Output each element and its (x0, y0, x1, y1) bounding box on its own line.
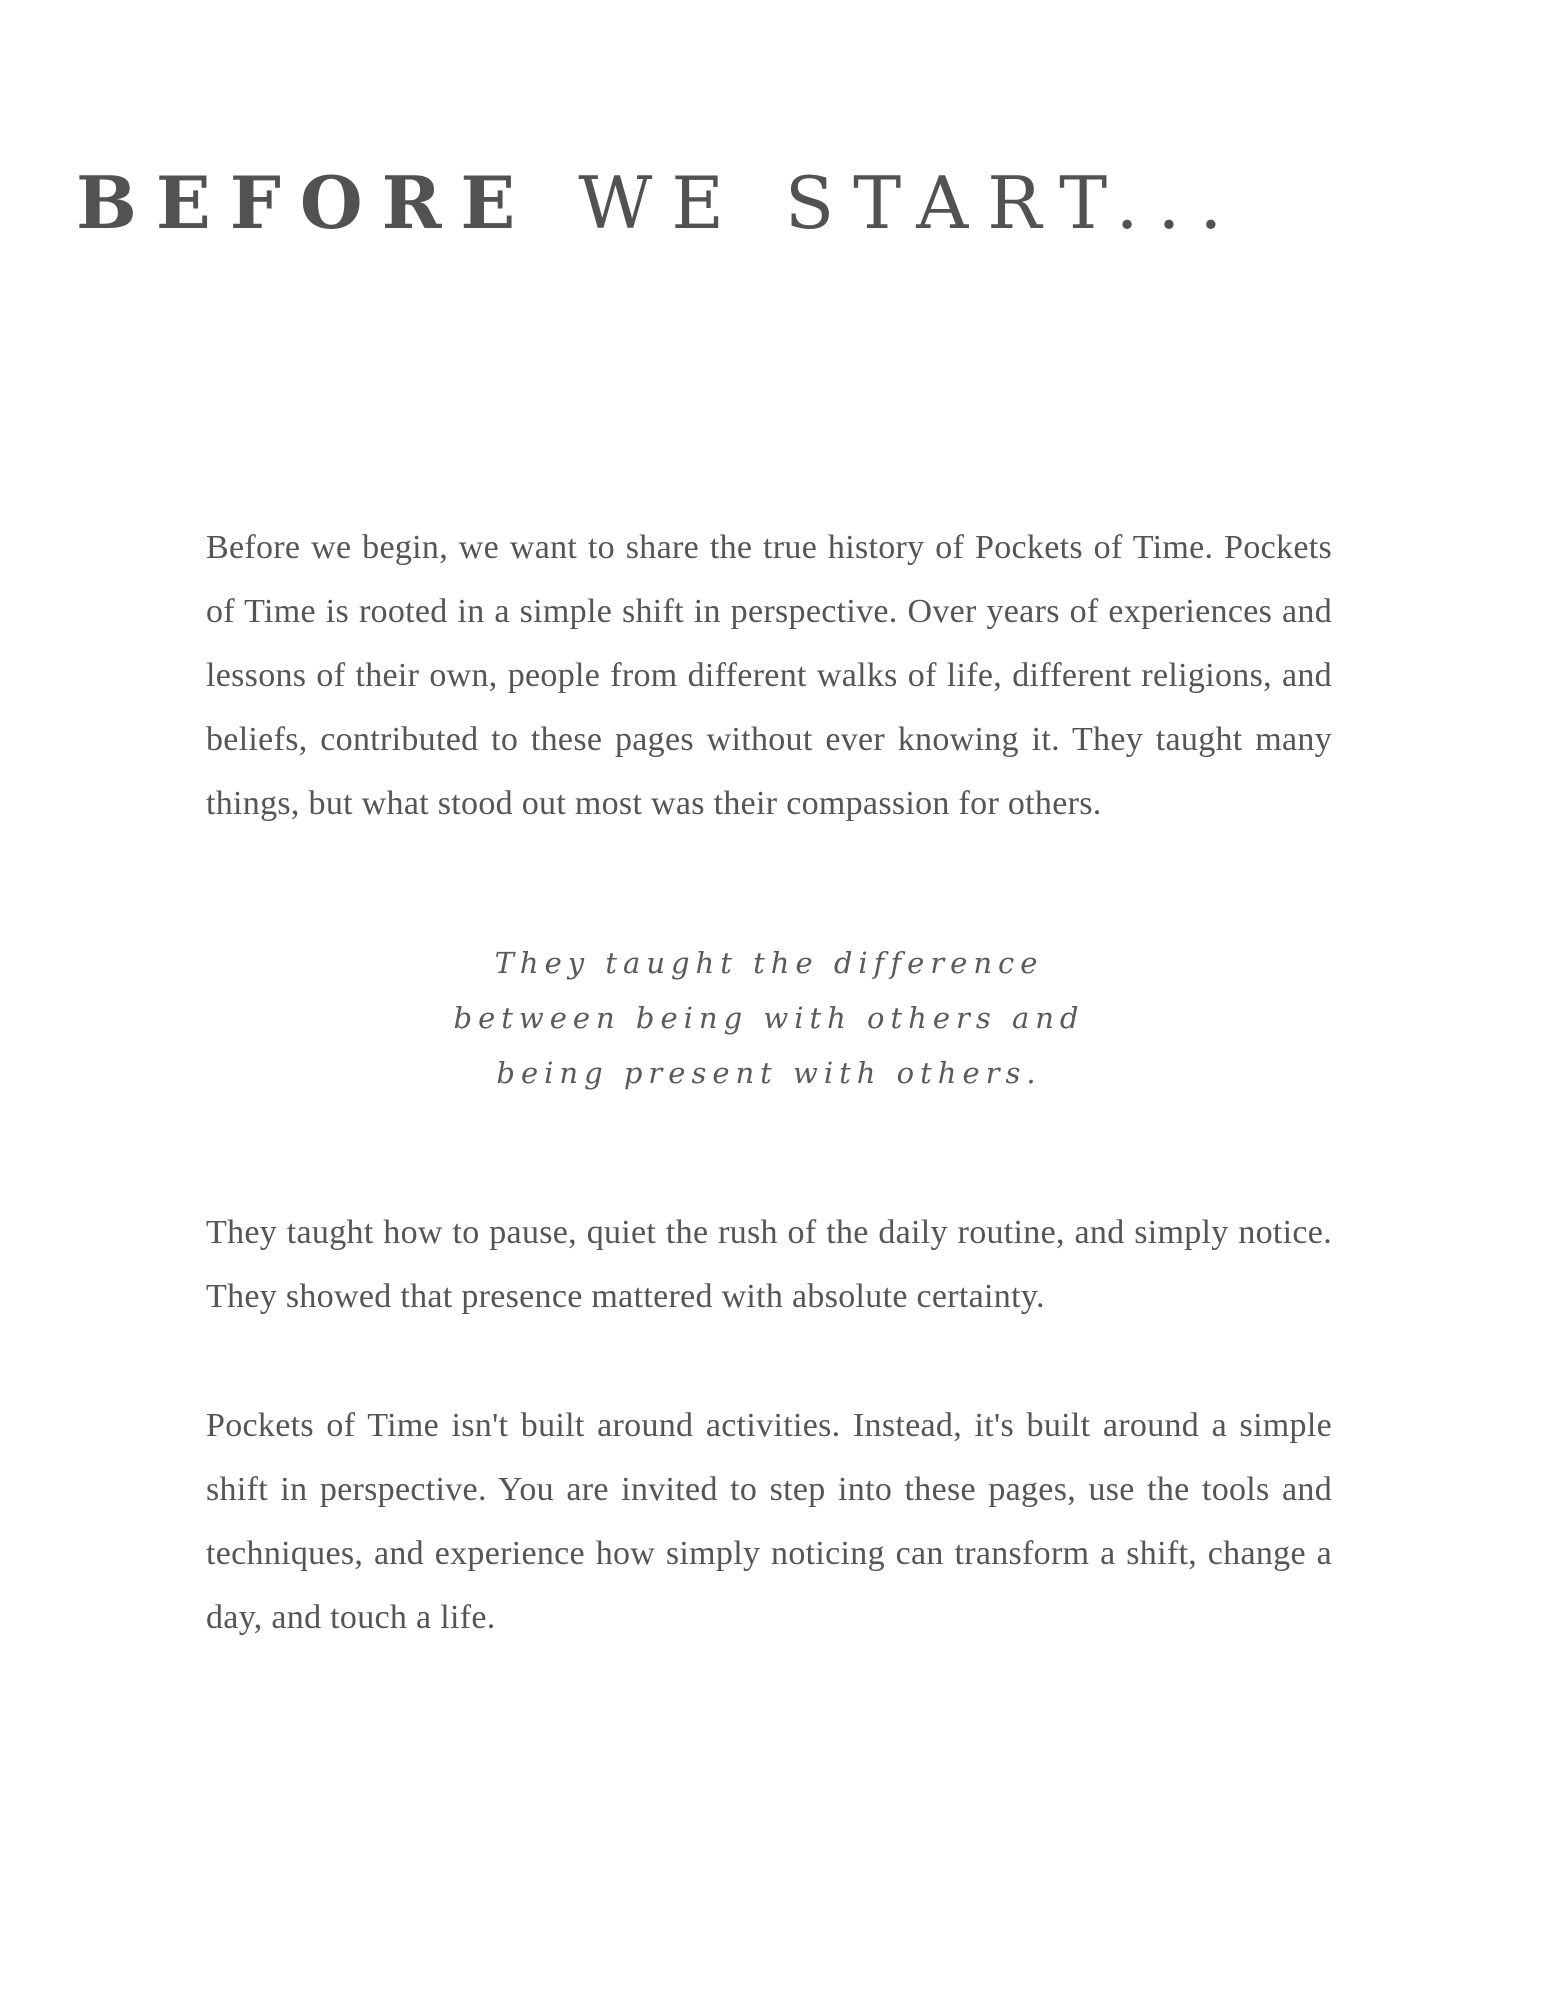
closing-paragraph: Pockets of Time isn't built around activities. Instead, it's built around a simple shift in perspective. You are invited to step into these pages, use the tools and techniques, and experience how simply noticing can transform a shift, change a day, and touch a life. (206, 1407, 1332, 1636)
title-regular-part: WE START... (578, 161, 1242, 245)
second-paragraph: They taught how to pause, quiet the rush of the daily routine, and simply notice. They showed that presence mattered with absolute certainty. (206, 1214, 1332, 1315)
title-bold-part: BEFORE (76, 160, 535, 245)
pull-quote: They taught the difference between being with others and being present with others. (453, 946, 1085, 1090)
intro-paragraph: Before we begin, we want to share the true history of Pockets of Time. Pockets of Time is rooted in a simple shift in perspective. Over years of experiences and lessons of their own, people from different walks of life, different religions, and beliefs, contributed to these pages without ever knowing it. They taught many things, but what stood out most was their compassion for others. (206, 529, 1332, 822)
page-title (76, 158, 1241, 248)
body-content (206, 516, 1332, 1650)
